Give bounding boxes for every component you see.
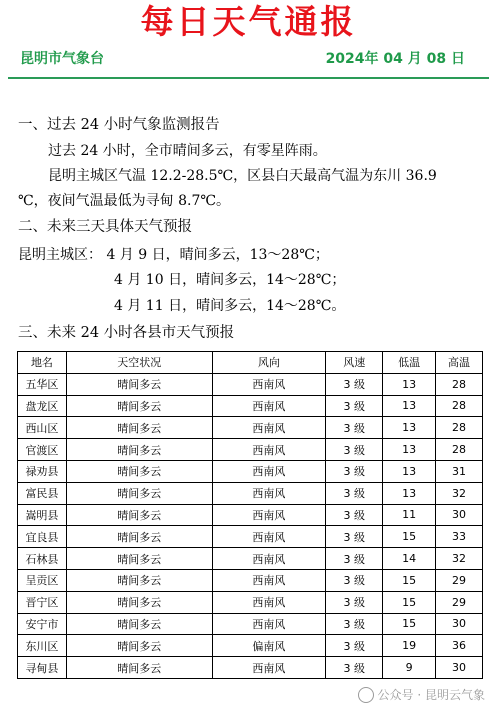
- org-name: 昆明市气象台: [20, 51, 104, 67]
- sky-cell: 晴间多云: [66, 635, 212, 657]
- low-temp-cell: 13: [383, 373, 436, 395]
- wind-direction-cell: 西南风: [212, 417, 326, 439]
- low-temp-cell: 13: [383, 395, 436, 417]
- section-1-line-3: ℃，夜间气温最低为寻甸 8.7℃。: [18, 193, 231, 209]
- high-temp-cell: 30: [436, 657, 483, 679]
- low-temp-cell: 14: [383, 548, 436, 570]
- table-row: [18, 591, 483, 613]
- col-header-high-temp: 高温: [436, 352, 483, 374]
- location-cell: 宜良县: [18, 526, 67, 548]
- section-1-line-2: 昆明主城区气温 12.2-28.5℃，区县白天最高气温为东川 36.9: [48, 168, 437, 184]
- wind-direction-cell: 西南风: [212, 439, 326, 461]
- location-cell: 东川区: [18, 635, 67, 657]
- location-cell: 石林县: [18, 548, 67, 570]
- sky-cell: 晴间多云: [66, 417, 212, 439]
- location-cell: 呈贡区: [18, 569, 67, 591]
- sky-cell: 晴间多云: [66, 526, 212, 548]
- high-temp-cell: 36: [436, 635, 483, 657]
- low-temp-cell: 13: [383, 417, 436, 439]
- high-temp-cell: 31: [436, 460, 483, 482]
- low-temp-cell: 15: [383, 591, 436, 613]
- location-cell: 官渡区: [18, 439, 67, 461]
- wind-direction-cell: 西南风: [212, 504, 326, 526]
- location-cell: 西山区: [18, 417, 67, 439]
- location-cell: 安宁市: [18, 613, 67, 635]
- wind-speed-cell: 3 级: [326, 395, 383, 417]
- wind-direction-cell: 西南风: [212, 373, 326, 395]
- table-row: [18, 526, 483, 548]
- location-cell: 五华区: [18, 373, 67, 395]
- col-header-wind-speed: 风速: [326, 352, 383, 374]
- wind-direction-cell: 西南风: [212, 657, 326, 679]
- watermark: [354, 684, 489, 705]
- low-temp-cell: 15: [383, 569, 436, 591]
- wind-direction-cell: 西南风: [212, 548, 326, 570]
- location-cell: 禄劝县: [18, 460, 67, 482]
- page-title: 每日天气通报: [140, 2, 357, 41]
- section-2-line-2: 4 月 10 日，晴间多云，14～28℃；: [114, 272, 346, 288]
- wind-speed-cell: 3 级: [326, 439, 383, 461]
- wind-speed-cell: 3 级: [326, 460, 383, 482]
- location-cell: 富民县: [18, 482, 67, 504]
- table-row: [18, 635, 483, 657]
- high-temp-cell: 28: [436, 439, 483, 461]
- low-temp-cell: 13: [383, 460, 436, 482]
- table-row: [18, 569, 483, 591]
- sky-cell: 晴间多云: [66, 591, 212, 613]
- wind-speed-cell: 3 级: [326, 657, 383, 679]
- wind-speed-cell: 3 级: [326, 591, 383, 613]
- wind-speed-cell: 3 级: [326, 526, 383, 548]
- high-temp-cell: 32: [436, 482, 483, 504]
- wind-direction-cell: 西南风: [212, 395, 326, 417]
- section-2-line-1: 昆明主城区： 4 月 9 日，晴间多云，13～28℃；: [18, 247, 329, 263]
- table-row: [18, 657, 483, 679]
- header-divider: [8, 77, 489, 79]
- high-temp-cell: 29: [436, 591, 483, 613]
- wind-speed-cell: 3 级: [326, 569, 383, 591]
- wind-speed-cell: 3 级: [326, 417, 383, 439]
- sky-cell: 晴间多云: [66, 460, 212, 482]
- wind-direction-cell: 西南风: [212, 613, 326, 635]
- section-3-title: 三、未来 24 小时各县市天气预报: [18, 325, 235, 341]
- col-header-low-temp: 低温: [383, 352, 436, 374]
- sky-cell: 晴间多云: [66, 548, 212, 570]
- low-temp-cell: 13: [383, 482, 436, 504]
- wind-direction-cell: 西南风: [212, 526, 326, 548]
- sky-cell: 晴间多云: [66, 395, 212, 417]
- wind-speed-cell: 3 级: [326, 635, 383, 657]
- low-temp-cell: 11: [383, 504, 436, 526]
- wind-speed-cell: 3 级: [326, 613, 383, 635]
- sky-cell: 晴间多云: [66, 439, 212, 461]
- table-row: [18, 460, 483, 482]
- forecast-table: [17, 351, 483, 679]
- high-temp-cell: 28: [436, 417, 483, 439]
- wind-speed-cell: 3 级: [326, 548, 383, 570]
- col-header-wind-direction: 风向: [212, 352, 326, 374]
- section-2-line-3: 4 月 11 日，晴间多云，14～28℃。: [114, 298, 346, 314]
- table-row: [18, 613, 483, 635]
- table-row: [18, 548, 483, 570]
- location-cell: 寻甸县: [18, 657, 67, 679]
- sky-cell: 晴间多云: [66, 569, 212, 591]
- table-row: [18, 373, 483, 395]
- low-temp-cell: 15: [383, 613, 436, 635]
- table-row: [18, 417, 483, 439]
- high-temp-cell: 32: [436, 548, 483, 570]
- wind-direction-cell: 西南风: [212, 569, 326, 591]
- location-cell: 盘龙区: [18, 395, 67, 417]
- location-cell: 晋宁区: [18, 591, 67, 613]
- wind-speed-cell: 3 级: [326, 373, 383, 395]
- col-header-location: 地名: [18, 352, 67, 374]
- sky-cell: 晴间多云: [66, 373, 212, 395]
- high-temp-cell: 28: [436, 395, 483, 417]
- high-temp-cell: 30: [436, 504, 483, 526]
- wind-direction-cell: 西南风: [212, 482, 326, 504]
- high-temp-cell: 30: [436, 613, 483, 635]
- low-temp-cell: 9: [383, 657, 436, 679]
- section-2-title: 二、未来三天具体天气预报: [18, 219, 192, 235]
- low-temp-cell: 15: [383, 526, 436, 548]
- location-cell: 嵩明县: [18, 504, 67, 526]
- high-temp-cell: 28: [436, 373, 483, 395]
- table-row: [18, 482, 483, 504]
- low-temp-cell: 13: [383, 439, 436, 461]
- wind-direction-cell: 西南风: [212, 591, 326, 613]
- wind-speed-cell: 3 级: [326, 504, 383, 526]
- table-header-row: [18, 352, 483, 374]
- report-date: 2024年 04 月 08 日: [325, 51, 465, 67]
- sky-cell: 晴间多云: [66, 613, 212, 635]
- table-row: [18, 439, 483, 461]
- high-temp-cell: 29: [436, 569, 483, 591]
- low-temp-cell: 19: [383, 635, 436, 657]
- table-row: [18, 395, 483, 417]
- high-temp-cell: 33: [436, 526, 483, 548]
- wechat-icon: [358, 687, 374, 703]
- sky-cell: 晴间多云: [66, 482, 212, 504]
- sky-cell: 晴间多云: [66, 504, 212, 526]
- table-row: [18, 504, 483, 526]
- section-1-title: 一、过去 24 小时气象监测报告: [18, 117, 220, 133]
- wind-direction-cell: 西南风: [212, 460, 326, 482]
- wind-speed-cell: 3 级: [326, 482, 383, 504]
- watermark-text: 公众号 · 昆明云气象: [377, 688, 485, 702]
- wind-direction-cell: 偏南风: [212, 635, 326, 657]
- sky-cell: 晴间多云: [66, 657, 212, 679]
- section-1-line-1: 过去 24 小时，全市晴间多云，有零星阵雨。: [48, 143, 327, 159]
- col-header-sky: 天空状况: [66, 352, 212, 374]
